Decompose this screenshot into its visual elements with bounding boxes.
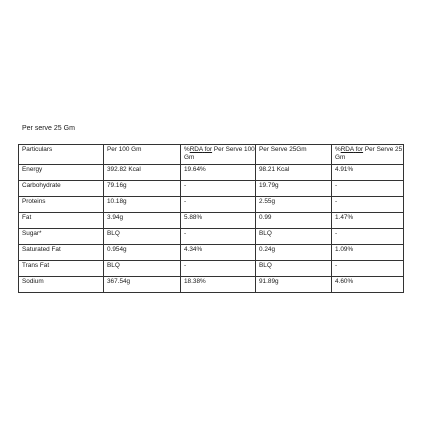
per-100gm-value: 392.82 Kcal (104, 165, 181, 181)
table-header-row (19, 145, 404, 165)
rda100-rest: Per Serve 100 Gm (184, 146, 255, 161)
rda100-for: for (204, 146, 213, 153)
rda-serve-value: - (332, 181, 404, 197)
per-serve-value: 0.24g (256, 245, 332, 261)
header-per-100gm: Per 100 Gm (104, 145, 181, 165)
table-row (19, 245, 404, 261)
rda25-prefix: % (335, 146, 341, 153)
rda-100gm-value: - (181, 181, 256, 197)
table-row (19, 261, 404, 277)
rda-serve-value: - (332, 197, 404, 213)
table-row (19, 197, 404, 213)
nutrient-name: Trans Fat (19, 261, 104, 277)
rda-100gm-value: 19.64% (181, 165, 256, 181)
rda100-prefix: % (184, 146, 190, 153)
per-100gm-value: 0.954g (104, 245, 181, 261)
per-100gm-value: BLQ (104, 229, 181, 245)
table-row (19, 213, 404, 229)
per-100gm-value: 79.16g (104, 181, 181, 197)
table-row (19, 229, 404, 245)
header-particulars: Particulars (19, 145, 104, 165)
rda-serve-value: 4.60% (332, 277, 404, 293)
per-serve-value: 91.89g (256, 277, 332, 293)
per-100gm-value: 367.54g (104, 277, 181, 293)
rda25-for: for (355, 146, 364, 153)
nutrient-name: Fat (19, 213, 104, 229)
nutrient-name: Proteins (19, 197, 104, 213)
rda100-abbr: RDA (189, 146, 203, 153)
nutrient-name: Energy (19, 165, 104, 181)
per-serve-value: 19.79g (256, 181, 332, 197)
rda-100gm-value: - (181, 197, 256, 213)
header-rda-per-serve-25gm (332, 145, 404, 165)
table-row (19, 181, 404, 197)
table-row (19, 165, 404, 181)
header-per-serve-25gm: Per Serve 25Gm (256, 145, 332, 165)
per-serve-value: BLQ (256, 261, 332, 277)
rda-100gm-value: 4.34% (181, 245, 256, 261)
nutrient-name: Sugar* (19, 229, 104, 245)
per-serve-value: BLQ (256, 229, 332, 245)
rda-100gm-value: 18.38% (181, 277, 256, 293)
rda-serve-value: - (332, 229, 404, 245)
rda-100gm-value: - (181, 229, 256, 245)
table-row (19, 277, 404, 293)
rda-100gm-value: 5.88% (181, 213, 256, 229)
nutrient-name: Saturated Fat (19, 245, 104, 261)
nutrition-table (18, 144, 404, 293)
nutrient-name: Sodium (19, 277, 104, 293)
rda-serve-value: 4.91% (332, 165, 404, 181)
per-serve-value: 98.21 Kcal (256, 165, 332, 181)
nutrient-name: Carbohydrate (19, 181, 104, 197)
per-100gm-value: BLQ (104, 261, 181, 277)
header-rda-per-100gm (181, 145, 256, 165)
per-serve-value: 2.55g (256, 197, 332, 213)
serving-size-caption: Per serve 25 Gm (22, 125, 75, 132)
rda25-abbr: RDA (340, 146, 354, 153)
rda25-rest: Per Serve 25 Gm (335, 146, 403, 161)
per-100gm-value: 3.94g (104, 213, 181, 229)
rda-100gm-value: - (181, 261, 256, 277)
per-100gm-value: 10.18g (104, 197, 181, 213)
rda-serve-value: 1.09% (332, 245, 404, 261)
rda-serve-value: - (332, 261, 404, 277)
per-serve-value: 0.99 (256, 213, 332, 229)
rda-serve-value: 1.47% (332, 213, 404, 229)
